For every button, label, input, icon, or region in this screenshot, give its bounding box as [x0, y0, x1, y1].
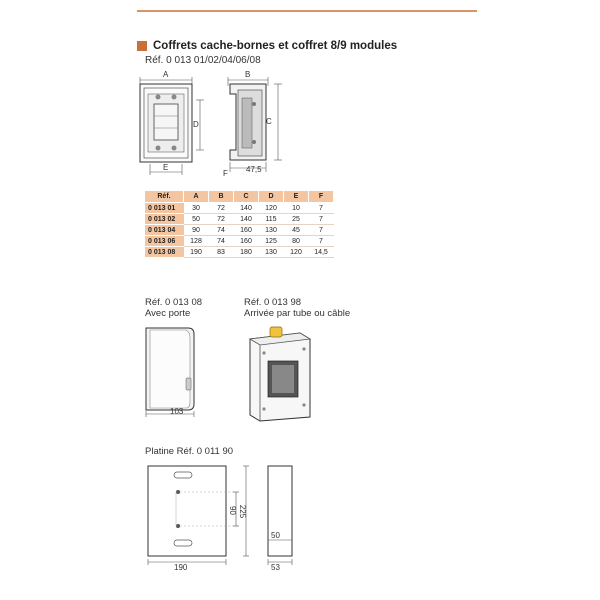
platine-ref: Platine Réf. 0 011 90	[145, 446, 234, 457]
platine-dim-depth: 50	[271, 531, 280, 540]
reference-line: Réf. 0 013 01/02/04/06/08	[145, 55, 261, 66]
table-header-row	[145, 191, 334, 203]
bullet-square-icon	[137, 41, 147, 51]
table-cell: 90	[184, 225, 209, 236]
table-cell: 10	[284, 203, 309, 214]
product-right-ref: Réf. 0 013 98	[244, 297, 302, 308]
col-header: A	[184, 191, 209, 203]
table-cell: 72	[209, 214, 234, 225]
table-cell: 72	[209, 203, 234, 214]
table-cell: 50	[184, 214, 209, 225]
table-cell: 25	[284, 214, 309, 225]
platine-dim-width: 190	[174, 563, 188, 572]
table-cell: 45	[284, 225, 309, 236]
table-cell: 74	[209, 225, 234, 236]
table-cell: 0 013 08	[145, 247, 184, 258]
table-row	[145, 247, 334, 258]
platine-dim-inner: 90	[227, 506, 237, 515]
table-cell: 0 013 06	[145, 236, 184, 247]
platine-dim-bottom: 53	[271, 563, 280, 572]
table-cell: 7	[309, 203, 334, 214]
table-cell: 83	[209, 247, 234, 258]
table-cell: 14,5	[309, 247, 334, 258]
table-cell: 190	[184, 247, 209, 258]
col-header: D	[259, 191, 284, 203]
table-row	[145, 236, 334, 247]
table-cell: 0 013 02	[145, 214, 184, 225]
table-cell: 7	[309, 214, 334, 225]
col-header: B	[209, 191, 234, 203]
col-header: C	[234, 191, 259, 203]
table-cell: 0 013 01	[145, 203, 184, 214]
product-left-ref: Réf. 0 013 08	[145, 297, 203, 308]
front-view-drawing	[130, 64, 370, 184]
table-cell: 140	[234, 203, 259, 214]
product-left-caption: Avec porte	[145, 308, 191, 319]
table-cell: 74	[209, 236, 234, 247]
top-rule	[137, 10, 477, 12]
platine-drawing	[140, 460, 310, 572]
col-header: E	[284, 191, 309, 203]
platine-dim-height: 225	[238, 504, 248, 519]
dim-d-label: D	[193, 120, 199, 129]
enclosure-cable-entry-drawing	[240, 325, 320, 425]
table-cell: 180	[234, 247, 259, 258]
table-cell: 160	[234, 225, 259, 236]
dim-a-label: A	[163, 70, 169, 79]
dim-depth-label: 47,5	[246, 165, 262, 174]
table-cell: 115	[259, 214, 284, 225]
section-header	[137, 40, 397, 52]
table-cell: 128	[184, 236, 209, 247]
col-header: F	[309, 191, 334, 203]
dim-f-label: F	[223, 169, 228, 178]
dim-c-label: C	[266, 117, 272, 126]
table-cell: 120	[259, 203, 284, 214]
table-row	[145, 203, 334, 214]
table-cell: 0 013 04	[145, 225, 184, 236]
product-left-dim: 103	[170, 407, 184, 416]
table-cell: 7	[309, 225, 334, 236]
table-cell: 120	[284, 247, 309, 258]
table-cell: 30	[184, 203, 209, 214]
product-right-caption: Arrivée par tube ou câble	[244, 308, 351, 319]
col-header: Réf.	[145, 191, 184, 203]
table-cell: 160	[234, 236, 259, 247]
table-cell: 7	[309, 236, 334, 247]
table-row	[145, 225, 334, 236]
dim-b-label: B	[245, 70, 251, 79]
table-cell: 130	[259, 225, 284, 236]
table-row	[145, 214, 334, 225]
table-cell: 140	[234, 214, 259, 225]
section-title: Coffrets cache-bornes et coffret 8/9 modules	[153, 40, 398, 52]
dim-e-label: E	[163, 163, 169, 172]
spec-table	[145, 191, 334, 258]
table-cell: 125	[259, 236, 284, 247]
table-cell: 80	[284, 236, 309, 247]
table-cell: 130	[259, 247, 284, 258]
